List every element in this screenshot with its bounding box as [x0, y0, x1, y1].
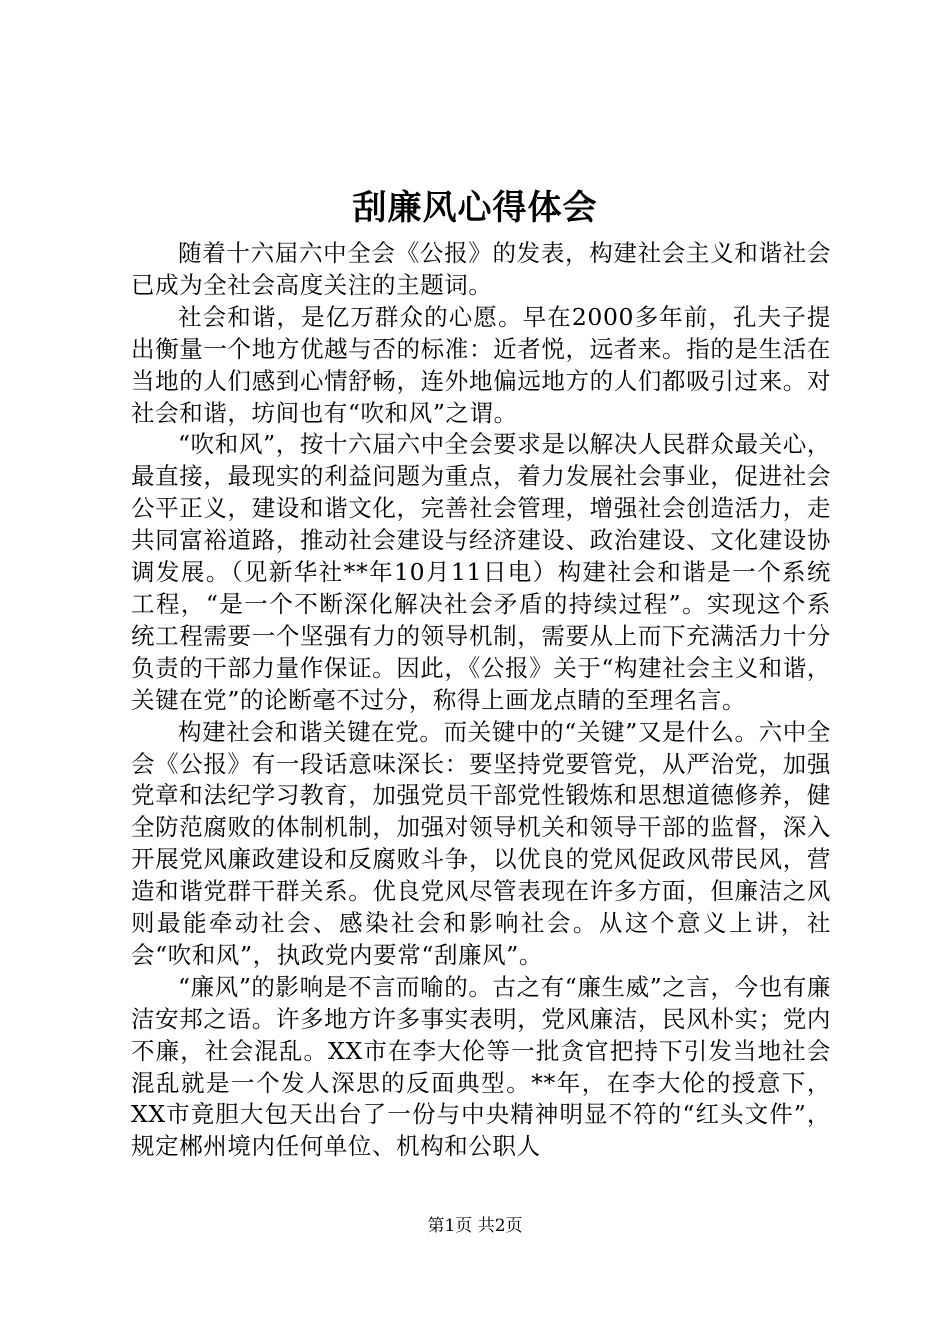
- paragraph: 随着十六届六中全会《公报》的发表，构建社会主义和谐社会已成为全社会高度关注的主题词。: [131, 239, 831, 299]
- document-title: 刮廉风心得体会: [352, 188, 598, 228]
- paragraph: “廉风”的影响是不言而喻的。古之有“廉生威”之言，今也有廉洁安邦之语。许多地方许多事实表明，党风廉洁，民风朴实；党内不廉，社会混乱。XX市在李大伦等一批贪官把持下引发当地社会混乱就是一个发人深思的反面典型。**年，在李大伦的授意下，XX市竟胆大包天出台了一份与中央精神明显不符的“红头文件”，规定郴州境内任何单位、机构和公职人: [131, 972, 831, 1161]
- page-number-footer: 第1页 共2页: [427, 1216, 523, 1236]
- paragraph: 构建社会和谐关键在党。而关键中的“关键”又是什么。六中全会《公报》有一段话意味深长：要坚持党要管党，从严治党，加强党章和法纪学习教育，加强党员干部党性锻炼和思想道德修养，健全防范腐败的体制机制，加强对领导机关和领导干部的监督，深入开展党风廉政建设和反腐败斗争，以优良的党风促政风带民风，营造和谐党群干群关系。优良党风尽管表现在许多方面，但廉洁之风则最能牵动社会、感染社会和影响社会。从这个意义上讲，社会“吹和风”，执政党内要常“刮廉风”。: [131, 717, 831, 969]
- paragraph: “吹和风”，按十六届六中全会要求是以解决人民群众最关心，最直接，最现实的利益问题为重点，着力发展社会事业，促进社会公平正义，建设和谐文化，完善社会管理，增强社会创造活力，走共同富裕道路，推动社会建设与经济建设、政治建设、文化建设协调发展。（见新华社**年10月11日电）构建社会和谐是一个系统工程，“是一个不断深化解决社会矛盾的持续过程”。实现这个系统工程需要一个坚强有力的领导机制，需要从上而下充满活力十分负责的干部力量作保证。因此，《公报》关于“构建社会主义和谐，关键在党”的论断毫不过分，称得上画龙点睛的至理名言。: [131, 430, 831, 714]
- document-body: [131, 238, 831, 1163]
- paragraph: 社会和谐，是亿万群众的心愿。早在2000多年前，孔夫子提出衡量一个地方优越与否的标准：近者悦，远者来。指的是生活在当地的人们感到心情舒畅，连外地偏远地方的人们都吸引过来。对社会和谐，坊间也有“吹和风”之谓。: [131, 302, 831, 427]
